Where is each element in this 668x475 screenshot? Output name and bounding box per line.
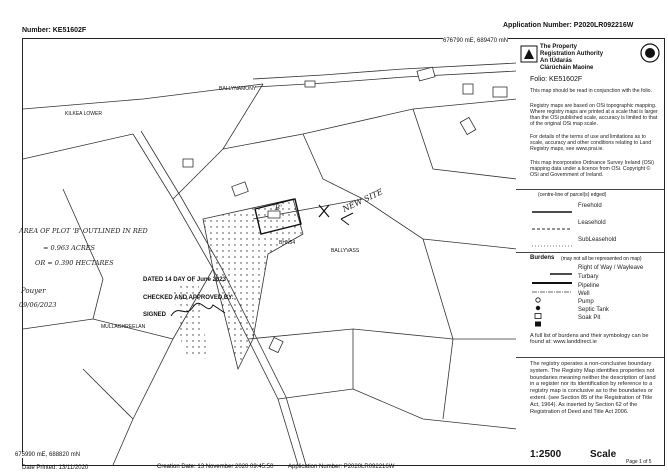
- burden-well: Well: [530, 291, 660, 299]
- pra-logo-icon: [520, 45, 538, 63]
- burden-pipeline: Pipeline: [578, 283, 600, 289]
- coord-bottom-left: 675990 mE, 688820 mN: [15, 452, 81, 458]
- folio-number: Folio: KE51602F: [530, 76, 583, 83]
- place-mullaghreelan: MULLAGHREELAN: [101, 324, 146, 330]
- label-bhn54: BHN54: [279, 240, 296, 246]
- note-licence: This map incorporates Ordnance Survey Ireland (OSi) mapping data under a licence from OSi. Copyright © OSi and Government of Ireland.: [530, 160, 654, 178]
- legend-leasehold: Leasehold: [578, 220, 606, 226]
- burden-soak-pit: Soak Pit: [530, 315, 660, 323]
- folio-number-header: Number: KE51602F: [22, 27, 87, 34]
- handwritten-sig-date: 09/06/2023: [19, 301, 57, 309]
- burden-pump: Pump: [530, 299, 660, 307]
- legend-freehold: Freehold: [578, 203, 602, 209]
- page-number: Page 1 of 5: [626, 459, 652, 465]
- date-printed: Date Printed: 13/11/2020: [22, 465, 89, 471]
- crest-icon: [640, 43, 660, 63]
- place-ballyvass: BALLYVASS: [331, 248, 360, 254]
- burdens-subtitle: (may not all be represented on map): [561, 256, 642, 262]
- creation-date: Creation Date: 13 November 2020 09:45:50: [157, 464, 274, 470]
- footer-application-number: Application Number: P2020LR092216W: [288, 464, 395, 470]
- authority-line3: An tÚdarás: [540, 58, 573, 64]
- burdens-title: Burdens: [530, 255, 555, 261]
- burdens-full-list-note: A full list of burdens and their symbology can be found at: www.landdirect.ie: [530, 333, 649, 345]
- authority-line1: The Property: [540, 44, 578, 50]
- handwritten-new-site: NEW SITE: [341, 187, 385, 214]
- burden-septic-tank: Septic Tank: [530, 307, 660, 315]
- coord-top-right: 676790 mE, 689470 mN: [443, 38, 509, 44]
- authority-line4: Clárúcháin Maoine: [540, 65, 594, 71]
- note-terms: For details of the terms of use and limitations as to scale, accuracy and other conditions relating to Land Registry maps, see www.prai.ie.: [530, 134, 652, 152]
- handwritten-area-line1: AREA OF PLOT 'B' OUTLINED IN RED: [19, 227, 148, 235]
- handwritten-signature: Pouyer: [21, 287, 46, 295]
- dated-line: DATED 14 DAY OF June 2023: [143, 277, 226, 283]
- signed-line: SIGNED: [143, 312, 167, 318]
- map-linework: [23, 39, 517, 465]
- checked-approved-line: CHECKED AND APPROVED BY:: [143, 295, 234, 301]
- boundary-system-note: The registry operates a non-conclusive boundary system. The Registry Map identifies properties not boundaries meaning neither the description of land in a register nor its identification by reference to a registry map is conclusive as to the boundaries or extent. (see Section 85 of the Registration of Title Act, 1964). As inserted by Section 62 of the Registration of Deed and Title Act 2006.: [530, 361, 656, 415]
- place-ballynamony: BALLYNAMONY: [219, 86, 257, 92]
- info-panel: [516, 38, 665, 466]
- handwritten-area-line2: = 0.963 ACRES: [43, 244, 95, 252]
- map-frame: [15, 38, 518, 466]
- note-read-with-folio: This map should be read in conjunction with the folio.: [530, 88, 652, 94]
- authority-line2: Registration Authority: [540, 51, 604, 57]
- label-plot-b: 'B': [273, 204, 282, 212]
- scale-word: Scale: [590, 449, 617, 460]
- map-scale: 1:2500: [530, 449, 562, 460]
- application-number-header: Application Number: P2020LR092216W: [503, 22, 634, 29]
- legend-caption: (centre-line of parcel(s) edged): [538, 192, 607, 198]
- place-kilkea-lower: KILKEA LOWER: [65, 111, 102, 117]
- signature-scribble: [169, 301, 229, 321]
- note-osi-mapping: Registry maps are based on OSi topographic mapping. Where registry maps are printed at a scale that is larger than the OSi published scale, accuracy is limited to that of the original OSi map scale.: [530, 103, 658, 127]
- burden-right-of-way: Right of Way / Wayleave: [578, 265, 644, 271]
- burden-turbary: Turbary: [578, 274, 599, 280]
- legend-subleasehold: SubLeasehold: [578, 237, 617, 243]
- handwritten-area-line3: OR = 0.390 HECTARES: [35, 259, 114, 267]
